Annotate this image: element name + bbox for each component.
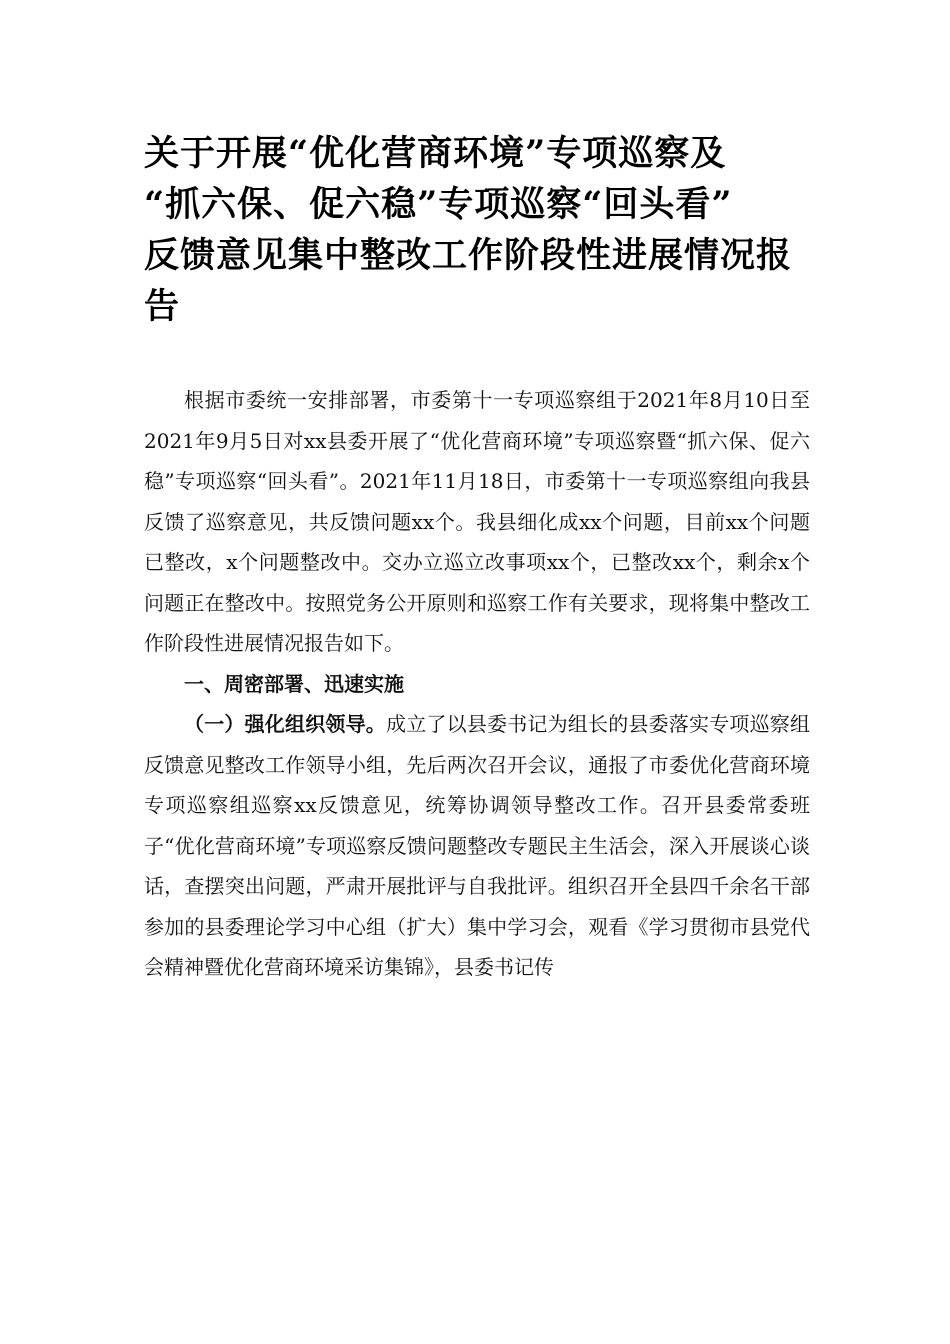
- document-body: [144, 380, 810, 988]
- title-line-2: “抓六保、促六稳”专项巡察“回头看”: [144, 184, 733, 225]
- title-line-4: 告: [144, 286, 181, 327]
- section-1-1-lead: （一）强化组织领导。: [184, 712, 386, 736]
- section-1-1-paragraph: [144, 704, 810, 988]
- intro-paragraph: 根据市委统一安排部署，市委第十一专项巡察组于2021年8月10日至2021年9月5日对xx县委开展了“优化营商环境”专项巡察暨“抓六保、促六稳”专项巡察“回头看”。2021年11月18日，市委第十一专项巡察组向我县反馈了巡察意见，共反馈问题xx个。我县细化成xx个问题，目前xx个问题已整改，x个问题整改中。交办立巡立改事项xx个，已整改xx个，剩余x个问题正在整改中。按照党务公开原则和巡察工作有关要求，现将集中整改工作阶段性进展情况报告如下。: [144, 388, 810, 655]
- section-heading-1: 一、周密部署、迅速实施: [184, 671, 404, 696]
- section-1-1-text: 成立了以县委书记为组长的县委落实专项巡察组反馈意见整改工作领导小组，先后两次召开会议，通报了市委优化营商环境专项巡察组巡察xx反馈意见，统筹协调领导整改工作。召开县委常委班子“优化营商环境”专项巡察反馈问题整改专题民主生活会，深入开展谈心谈话，查摆突出问题，严肃开展批评与自我批评。组织召开全县四千余名干部参加的县委理论学习中心组（扩大）集中学习会，观看《学习贯彻市县党代会精神暨优化营商环境采访集锦》，县委书记传: [144, 712, 810, 979]
- document-title: [144, 128, 824, 332]
- title-line-1: 关于开展“优化营商环境”专项巡察及: [144, 133, 727, 174]
- title-line-3: 反馈意见集中整改工作阶段性进展情况报: [144, 235, 793, 276]
